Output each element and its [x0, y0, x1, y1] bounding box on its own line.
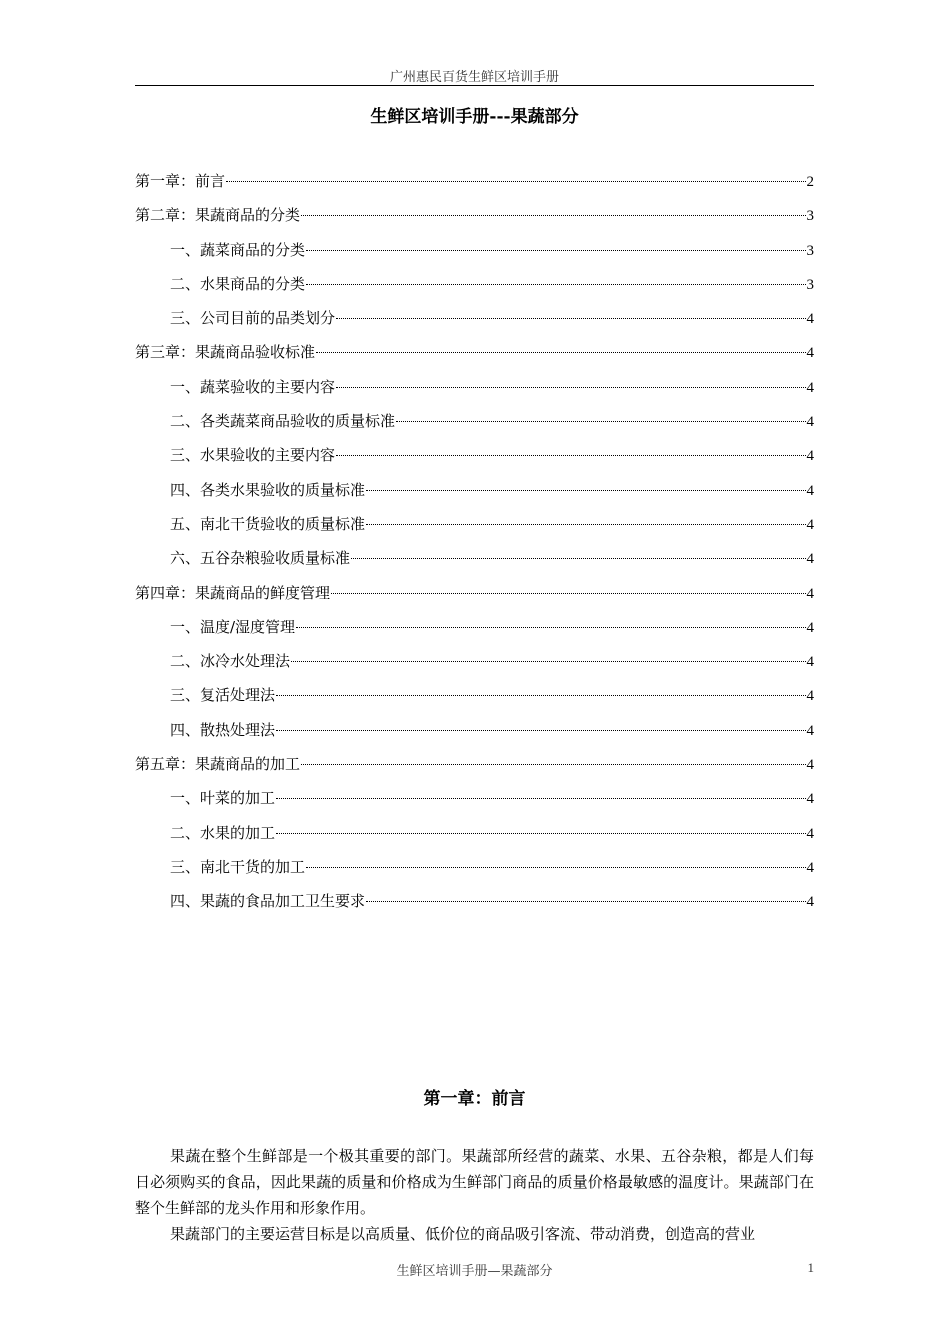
- toc-entry-label: 第一章：前言: [135, 172, 226, 190]
- toc-entry[interactable]: [135, 616, 814, 650]
- toc-entry[interactable]: [135, 547, 814, 581]
- toc-entry[interactable]: [135, 204, 814, 238]
- toc-entry-page: 4: [806, 722, 814, 739]
- toc-entry-label: 第三章：果蔬商品验收标准: [135, 343, 316, 362]
- toc-dot-leader: [296, 627, 805, 628]
- toc-entry[interactable]: [135, 753, 814, 787]
- page-number: 1: [807, 1260, 814, 1275]
- toc-entry-page: 3: [806, 276, 814, 293]
- toc-dot-leader: [276, 833, 805, 834]
- body-paragraph: 果蔬在整个生鲜部是一个极其重要的部门。果蔬部所经营的蔬菜、水果、五谷杂粮，都是人们每日必须购买的食品，因此果蔬的质量和价格成为生鲜部门商品的质量价格最敏感的温度计。果蔬部门在整个生鲜部的龙头作用和形象作用。: [135, 1147, 814, 1217]
- toc-dot-leader: [306, 284, 805, 285]
- toc-entry[interactable]: [135, 479, 814, 513]
- toc-entry[interactable]: [135, 582, 814, 616]
- toc-entry[interactable]: [135, 170, 814, 204]
- toc-dot-leader: [276, 798, 805, 799]
- toc-entry-page: 4: [806, 551, 814, 568]
- toc-entry-label: 二、水果商品的分类: [170, 274, 306, 293]
- toc-entry-page: 3: [806, 208, 814, 225]
- toc-entry-page: 4: [806, 345, 814, 362]
- toc-dot-leader: [291, 661, 805, 662]
- toc-entry[interactable]: [135, 822, 814, 856]
- toc-entry[interactable]: [135, 341, 814, 375]
- toc-dot-leader: [226, 181, 805, 182]
- toc-entry-label: 四、散热处理法: [170, 720, 276, 739]
- toc-entry[interactable]: [135, 684, 814, 718]
- toc-entry-page: 4: [806, 825, 814, 842]
- toc-entry-page: 4: [806, 654, 814, 671]
- toc-dot-leader: [396, 421, 805, 422]
- toc-dot-leader: [336, 455, 805, 456]
- toc-entry[interactable]: [135, 513, 814, 547]
- toc-entry-label: 二、各类蔬菜商品验收的质量标准: [170, 412, 396, 431]
- table-of-contents: [135, 170, 814, 925]
- header-divider: [135, 85, 814, 86]
- toc-dot-leader: [366, 490, 805, 491]
- toc-entry-label: 三、水果验收的主要内容: [170, 446, 336, 465]
- toc-dot-leader: [301, 764, 805, 765]
- toc-entry-page: 3: [806, 242, 814, 259]
- toc-entry-label: 一、温度/湿度管理: [170, 617, 296, 636]
- toc-entry-page: 4: [806, 619, 814, 636]
- toc-dot-leader: [301, 215, 805, 216]
- toc-entry-label: 五、南北干货验收的质量标准: [170, 514, 366, 533]
- toc-entry-page: 4: [806, 516, 814, 533]
- chapter-heading: 第一章：前言: [423, 1089, 526, 1109]
- toc-dot-leader: [306, 250, 805, 251]
- toc-entry-page: 4: [806, 859, 814, 876]
- toc-entry[interactable]: [135, 239, 814, 273]
- toc-entry-label: 一、叶菜的加工: [170, 789, 276, 808]
- toc-entry-page: 4: [806, 894, 814, 911]
- toc-dot-leader: [366, 524, 805, 525]
- toc-dot-leader: [316, 352, 805, 353]
- toc-entry-label: 六、五谷杂粮验收质量标准: [170, 549, 351, 568]
- toc-entry[interactable]: [135, 787, 814, 821]
- toc-dot-leader: [351, 558, 805, 559]
- toc-entry[interactable]: [135, 273, 814, 307]
- toc-entry[interactable]: [135, 719, 814, 753]
- toc-dot-leader: [306, 867, 805, 868]
- toc-dot-leader: [366, 901, 805, 902]
- toc-entry-label: 四、各类水果验收的质量标准: [170, 480, 366, 499]
- toc-entry[interactable]: [135, 650, 814, 684]
- toc-entry-page: 4: [806, 482, 814, 499]
- toc-entry[interactable]: [135, 444, 814, 478]
- toc-entry[interactable]: [135, 376, 814, 410]
- body-paragraph: 果蔬部门的主要运营目标是以高质量、低价位的商品吸引客流、带动消费，创造高的营业: [170, 1225, 756, 1243]
- toc-entry[interactable]: [135, 307, 814, 341]
- toc-entry[interactable]: [135, 856, 814, 890]
- toc-entry-page: 4: [806, 688, 814, 705]
- toc-entry-page: 4: [806, 448, 814, 465]
- toc-entry-page: 2: [806, 174, 814, 190]
- toc-dot-leader: [336, 318, 805, 319]
- toc-entry-page: 4: [806, 791, 814, 808]
- toc-entry-label: 三、南北干货的加工: [170, 857, 306, 876]
- toc-entry-label: 第四章：果蔬商品的鲜度管理: [135, 583, 331, 602]
- toc-dot-leader: [276, 695, 805, 696]
- toc-entry-label: 三、公司目前的品类划分: [170, 309, 336, 328]
- toc-entry-label: 二、水果的加工: [170, 823, 276, 842]
- toc-entry[interactable]: [135, 890, 814, 924]
- chapter-body: [135, 1143, 814, 1247]
- toc-dot-leader: [336, 387, 805, 388]
- toc-dot-leader: [276, 730, 805, 731]
- toc-entry-page: 4: [806, 311, 814, 328]
- toc-entry-page: 4: [806, 757, 814, 774]
- toc-entry[interactable]: [135, 410, 814, 444]
- toc-entry-label: 第二章：果蔬商品的分类: [135, 206, 301, 225]
- toc-entry-label: 一、蔬菜验收的主要内容: [170, 377, 336, 396]
- toc-entry-page: 4: [806, 379, 814, 396]
- toc-entry-label: 一、蔬菜商品的分类: [170, 240, 306, 259]
- document-title: 生鲜区培训手册---果蔬部分: [370, 107, 579, 127]
- toc-entry-label: 第五章：果蔬商品的加工: [135, 755, 301, 774]
- page-header: 广州惠民百货生鲜区培训手册: [389, 70, 559, 85]
- page-footer: 生鲜区培训手册—果蔬部分: [396, 1264, 553, 1279]
- toc-entry-page: 4: [806, 414, 814, 431]
- toc-dot-leader: [331, 593, 805, 594]
- toc-entry-label: 三、复活处理法: [170, 686, 276, 705]
- toc-entry-page: 4: [806, 585, 814, 602]
- toc-entry-label: 二、冰冷水处理法: [170, 652, 291, 671]
- toc-entry-label: 四、果蔬的食品加工卫生要求: [170, 892, 366, 911]
